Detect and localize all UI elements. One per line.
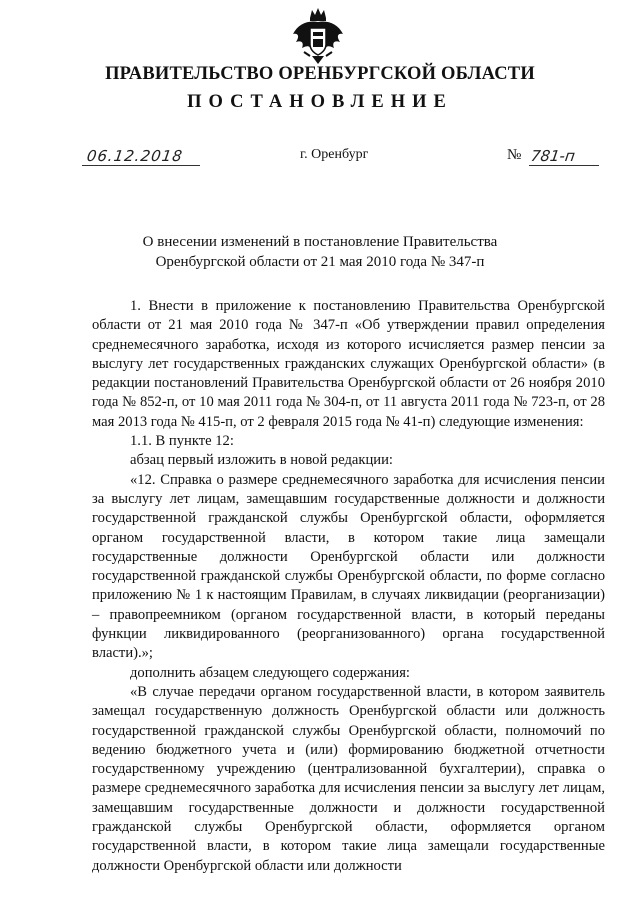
document-meta-row bbox=[0, 145, 640, 169]
number-underline bbox=[529, 165, 599, 166]
number-sign: № bbox=[507, 147, 522, 163]
date-underline bbox=[82, 165, 200, 166]
body-paragraph: «В случае передачи органом государственной власти, в котором заявитель замещал государственную должность Оренбургской области или должность государственной гражданской службы Оренбургской области, полномочий по ведению бюджетного учета и (или) формированию бюджетной отчетности государственному учреждению (централизованной бухгалтерии), справка о размере среднемесячного заработка для исчисления пенсии за выслугу лет лицам, замещавшим государственные должности и должности государственной гражданской службы Оренбургской области, оформляется органом государственной власти, в котором такие лица замещали государственные должности Оренбургской области или должности bbox=[92, 683, 605, 874]
body-paragraph: дополнить абзацем следующего содержания: bbox=[130, 664, 410, 681]
body-paragraph: абзац первый изложить в новой редакции: bbox=[130, 452, 393, 469]
body-paragraph: «12. Справка о размере среднемесячного заработка для исчисления пенсии за выслугу лет лицам, замещавшим государственные должности и должности государственной гражданской службы Оренбургской области, оформляется органом государственной власти, в котором такие лица замещали государственные должности Оренбургской области или должности государственной гражданской службы Оренбургской области, по форме согласно приложению № 1 к настоящим Правилам, в случаях ликвидации (реорганизации) – правопреемником (органом государственной власти, в который переданы функции ликвидированного (реорганизованного) органа государственной власти).»; bbox=[92, 471, 605, 662]
city-name: г. Оренбург bbox=[300, 147, 369, 162]
coat-of-arms-emblem-icon bbox=[290, 6, 346, 66]
body-paragraph: 1. Внести в приложение к постановлению Правительства Оренбургской области от 21 мая 2010 года № 347-п «Об утверждении правил определения среднемесячного заработка, исходя из которого исчисляется размер пенсии за выслугу лет государственных гражданских служащих Оренбургской области» (в редакции постановлений Правительства Оренбургской области от 26 ноября 2010 года № 852-п, от 10 мая 2011 года № 304-п, от 11 августа 2011 года № 723-п, от 28 мая 2013 года № 415-п, от 2 февраля 2015 года № 41-п) следующие изменения: bbox=[92, 298, 605, 430]
body-paragraph: 1.1. В пункте 12: bbox=[130, 433, 234, 450]
subject-line-1: О внесении изменений в постановление Правительства bbox=[142, 234, 498, 250]
government-title: ПРАВИТЕЛЬСТВО ОРЕНБУРГСКОЙ ОБЛАСТИ bbox=[105, 64, 535, 84]
subject-line-2: Оренбургской области от 21 мая 2010 года № 347-п bbox=[155, 254, 485, 270]
document-type-title: ПОСТАНОВЛЕНИЕ bbox=[187, 92, 453, 112]
handwritten-date: 06.12.2018 bbox=[85, 147, 185, 165]
document-subject bbox=[0, 232, 640, 272]
document-body bbox=[92, 297, 605, 876]
handwritten-number: 781-п bbox=[529, 147, 577, 165]
